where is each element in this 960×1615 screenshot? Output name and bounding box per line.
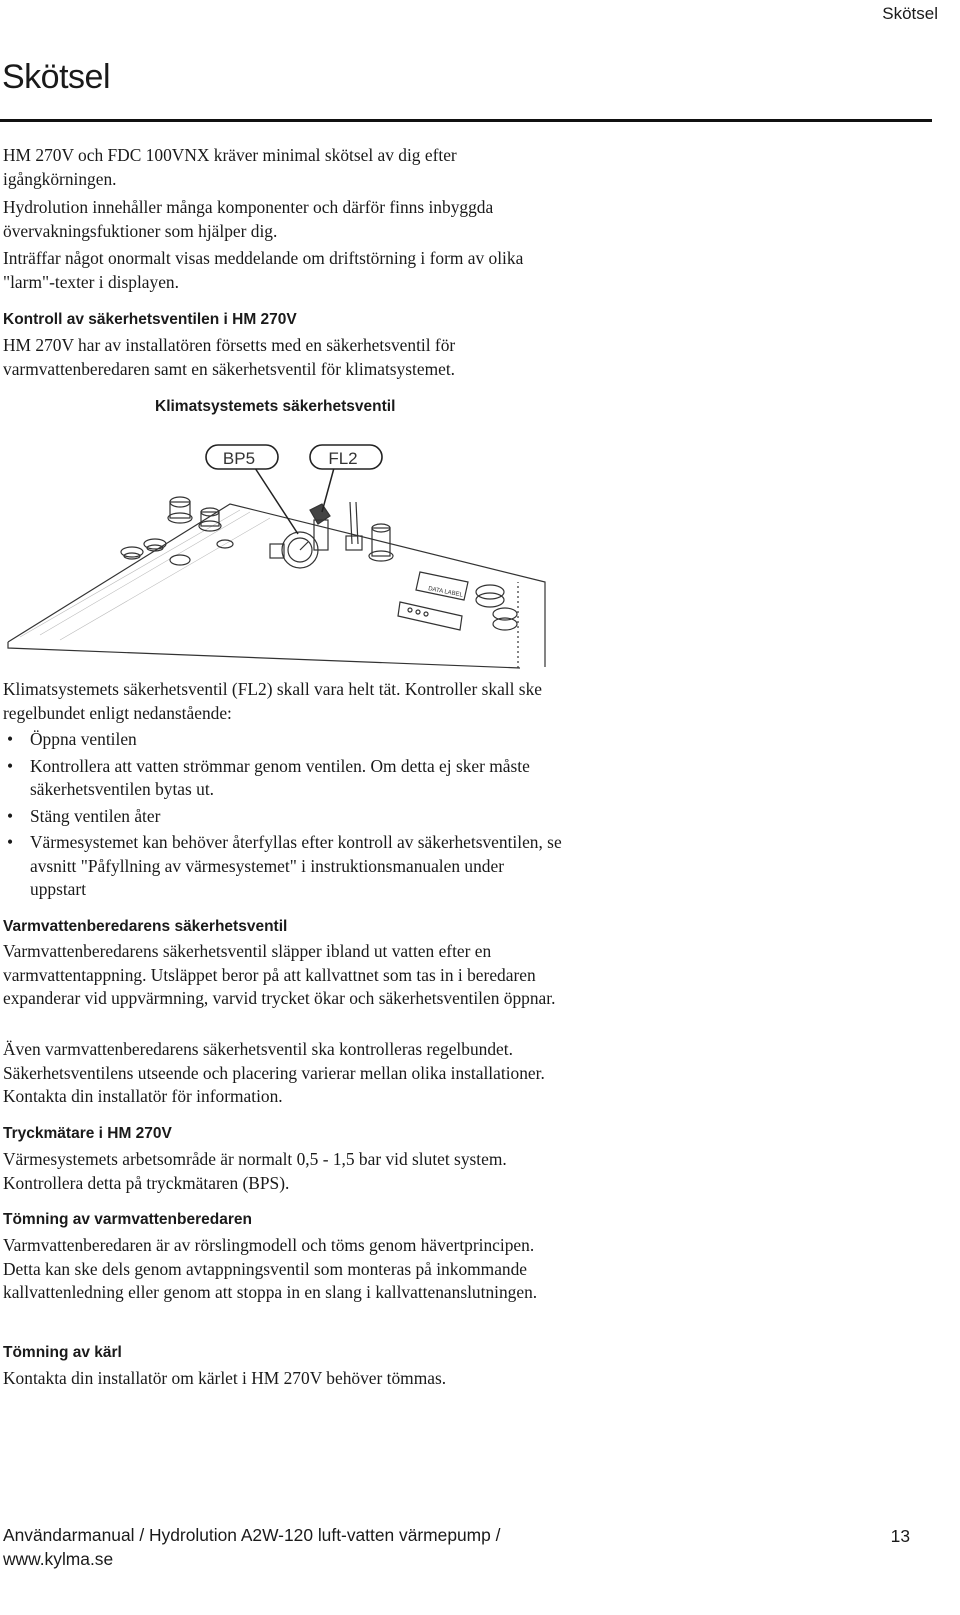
label-bp5: BP5 [222, 449, 256, 468]
pipe-fittings-left [121, 497, 233, 565]
intro-paragraph-3: Inträffar något onormalt visas meddelande om driftstörning i form av olika "larm"-texter i displayen. [3, 248, 524, 292]
callout-line-bp5 [255, 468, 298, 534]
list-item [3, 805, 563, 829]
data-label-text: DATA LABEL [427, 586, 464, 599]
list-item-text: Värmesystemet kan behöver återfyllas efter kontroll av säkerhetsventilen, se avsnitt "Påfyllning av värmesystemet" i instruktionsmanualen under uppstart [30, 832, 562, 899]
section-heading-safety-valve: Kontroll av säkerhetsventilen i HM 270V [3, 311, 297, 328]
data-label-plate [398, 572, 468, 630]
bullet-icon: • [7, 755, 14, 776]
after-figure-paragraph: Klimatsystemets säkerhetsventil (FL2) skall vara helt tät. Kontroller skall ske regelbundet enligt nedanstående: [3, 679, 542, 723]
section-heading-water-heater-valve: Varmvattenberedarens säkerhetsventil [3, 918, 288, 935]
bullet-icon: • [7, 832, 14, 852]
list-item-text: Stäng ventilen åter [30, 805, 161, 826]
bullet-icon: • [7, 729, 14, 749]
callout-line-fl2 [322, 468, 334, 512]
check-steps-list [3, 728, 563, 902]
list-item-text: Kontrollera att vatten strömmar genom ventilen. Om detta ej sker måste säkerhetsventilen bytas ut. [30, 755, 530, 799]
unit-front-edge [8, 642, 520, 668]
safety-valve-body: HM 270V har av installatören försetts med en säkerhetsventil för varmvattenberedaren samt en säkerhetsventil för klimatsystemet. [3, 335, 456, 379]
list-item [3, 755, 563, 802]
section-heading-drain-vessel: Tömning av kärl [3, 1344, 122, 1361]
list-item [3, 728, 563, 752]
list-item [3, 831, 563, 902]
running-header: Skötsel [882, 4, 938, 23]
drain-heater-body: Varmvattenberedaren är av rörslingmodell och töms genom hävertprincipen. Detta kan ske dels genom avtappningsventil som monteras på inkommande kallvattenledning eller genom att stoppa in en slang i kallvattenanslutningen. [3, 1235, 538, 1302]
title-divider [0, 119, 932, 122]
water-heater-paragraph-2: Även varmvattenberedarens säkerhetsventil ska kontrolleras regelbundet. Säkerhetsventilens utseende och placering varierar mellan olika installationer. Kontakta din installatör för information. [3, 1039, 545, 1106]
pressure-gauge-bp5 [270, 532, 318, 568]
footer-text: Användarmanual / Hydrolution A2W-120 luft-vatten värmepump / www.kylma.se [3, 1525, 501, 1569]
pressure-gauge-body: Värmesystemets arbetsområde är normalt 0,5 - 1,5 bar vid slutet system. Kontrollera detta på tryckmätaren (BPS). [3, 1149, 507, 1193]
bullet-icon: • [7, 805, 14, 826]
unit-top-outline [8, 504, 545, 667]
valve-diagram [0, 432, 560, 672]
water-heater-paragraph-1: Varmvattenberedarens säkerhetsventil släpper ibland ut vatten efter en varmvattentappning. Utsläppet beror på att kallvattnet som tas in i beredaren expanderar vid uppvärmning, varvid trycket ökar och säkerhetsventilen öppnar. [3, 941, 556, 1008]
figure-caption: Klimatsystemets säkerhetsventil [155, 398, 396, 415]
drain-vessel-body: Kontakta din installatör om kärlet i HM 270V behöver tömmas. [3, 1368, 447, 1388]
section-heading-pressure-gauge: Tryckmätare i HM 270V [3, 1125, 172, 1142]
page-title: Skötsel [2, 58, 110, 96]
section-heading-drain-heater: Tömning av varmvattenberedaren [3, 1211, 252, 1228]
intro-paragraph-2: Hydrolution innehåller många komponenter och därför finns inbyggda övervakningsfuktioner som hjälper dig. [3, 197, 494, 241]
list-item-text: Öppna ventilen [30, 729, 137, 749]
intro-paragraph-1: HM 270V och FDC 100VNX kräver minimal skötsel av dig efter igångkörningen. [3, 145, 457, 189]
label-fl2: FL2 [328, 449, 358, 468]
page-number: 13 [890, 1526, 910, 1546]
